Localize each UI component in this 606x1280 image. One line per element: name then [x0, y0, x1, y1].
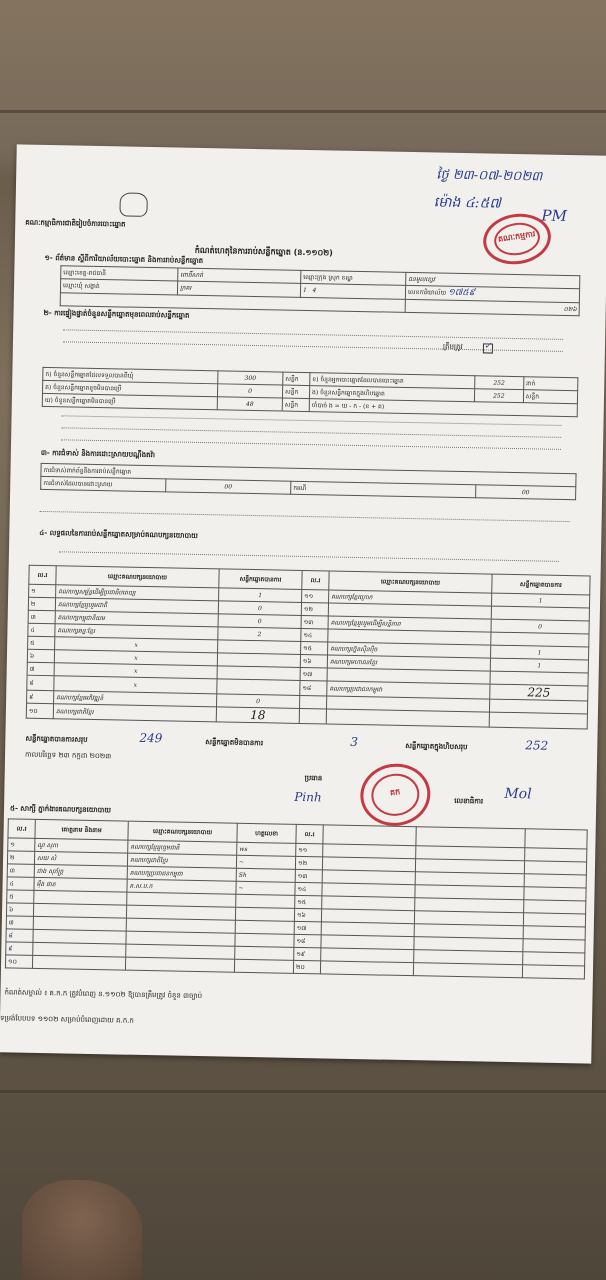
- table-row-no: ១៤: [301, 628, 328, 642]
- vote-count: 225: [490, 684, 588, 701]
- vote-count: [217, 679, 300, 696]
- emblem-logo: [119, 192, 147, 217]
- official-stamp-middle: គក: [357, 760, 434, 830]
- witness-party: គណបក្សជាតិខ្មែរ: [127, 853, 236, 868]
- row-a-label: ក) ចំនួនសន្លឹកឆ្នោតដែលទទួលបានពីឃុំ: [43, 367, 218, 383]
- party-name: គណបក្សខ្មែរអភិវឌ្ឍន៍: [54, 691, 217, 707]
- table-row-no: ១៥: [301, 641, 328, 655]
- col-party-left: ឈ្មោះគណបក្សនយោបាយ: [56, 566, 219, 588]
- party-name: គណបក្សមហាជនខ្មែរ: [327, 655, 490, 671]
- section3-title: ៣- ការជំទាស់ និងការដោះស្រាយបណ្ដឹងតវ៉ា: [40, 448, 156, 460]
- row-d-value: 48: [217, 397, 282, 411]
- col-party: ឈ្មោះគណបក្សនយោបាយ: [128, 821, 237, 842]
- table-row-no: ១៣: [301, 615, 328, 629]
- party-name: គណបក្សជាតិខ្មែរ: [53, 704, 216, 722]
- total-box-label: សន្លឹកឆ្នោតក្នុងហិបសរុប: [405, 741, 468, 752]
- table-row-no: ១១: [302, 589, 329, 603]
- party-name: គណបក្សខ្មែររួបរួមជាតិ: [55, 598, 218, 614]
- vote-count: 2: [218, 627, 301, 642]
- secretary-label: លេខាធិការ: [454, 796, 484, 806]
- party-name: គណបក្សហ្វ៊ុនស៊ិនប៉ិច: [328, 642, 491, 658]
- table-row-no: ២: [28, 597, 55, 611]
- objections-unresolved: 00: [476, 485, 576, 500]
- party-name: x: [54, 650, 217, 666]
- table-row-no: ១: [29, 584, 56, 598]
- chair-label: ប្រធាន: [304, 774, 323, 783]
- objection-row1-label: ការជំទាស់ពាក់ព័ន្ធនឹងការរាប់សន្លឹកឆ្នោត: [41, 463, 576, 486]
- table-row-no: ១៨: [300, 680, 327, 696]
- table-row-no: ៦: [27, 649, 54, 663]
- col-no: ល.រ: [8, 819, 35, 839]
- commune-label: ឈ្មោះឃុំ សង្កាត់: [60, 279, 177, 295]
- section5-title: ៥- សាក្សី ភ្នាក់ងារគណបក្សនយោបាយ: [9, 804, 112, 815]
- table-row-no: ៥: [28, 636, 55, 650]
- row-d-unit: សន្លឹក: [282, 398, 309, 412]
- official-stamp-top: គណៈកម្មការ: [480, 209, 555, 269]
- party-name: គណបក្សសម្ព័ន្ធដើម្បីប្រជាធិបតេយ្យ: [56, 585, 219, 601]
- table-row-no: ១: [8, 838, 35, 852]
- row-e-value: 252: [474, 389, 523, 403]
- date-line: កាលបរិច្ឆេទ ២៣ កក្កដា ២០២៣: [24, 750, 112, 761]
- handwritten-date: ថ្ងៃ ២៣-០៧-២០២៣: [436, 167, 543, 185]
- witness-name: ជាង សុភ័ក្ត្រ: [34, 864, 127, 879]
- station-info-table: [60, 265, 581, 316]
- witness-name: សយ សំ: [34, 851, 127, 866]
- total-valid: 249: [139, 730, 163, 746]
- vote-count: 0: [217, 694, 300, 709]
- table-row-no: ៣: [28, 610, 55, 624]
- row-b-value: 252: [475, 376, 524, 390]
- handwritten-time-extra: PM: [541, 206, 568, 225]
- objection-row2-label: ការជំទាស់ដែលបានដោះស្រាយ: [41, 476, 166, 491]
- district-value: ក្រគរ: [177, 281, 300, 297]
- witness-party: គណបក្សប្រជាជនកម្ពុជា: [127, 866, 236, 881]
- total-valid-label: សន្លឹកឆ្នោតបានការសរុប: [25, 734, 88, 744]
- vote-count: 0: [218, 601, 301, 616]
- vote-count: 1: [490, 658, 588, 673]
- row-c-value: 0: [217, 384, 282, 398]
- formula: ចាំបាច់ ង = ឃ - ក - (ខ + គ): [309, 399, 577, 417]
- witness-sign: ws: [237, 842, 296, 856]
- commune-value: ធនមូលខ្សេវ: [406, 272, 580, 288]
- vote-count: 0: [218, 614, 301, 629]
- station-number: ១៧៥៩: [447, 287, 476, 299]
- row-e-unit: សន្លឹក: [523, 390, 578, 404]
- table-row-no: ១០: [26, 703, 53, 719]
- form-title: កំណត់ហេតុនៃការរាប់សន្លឹកឆ្នោត (ន.១១០២): [194, 245, 333, 258]
- note: កំណត់សម្គាល់ ៖ គ.ក.ក ត្រូវបំពេញ ន.១១០២ ឱ្យបានត្រឹមត្រូវ ចំនួន ៣ច្បាប់: [4, 988, 203, 1001]
- table-row-no: ៧: [27, 662, 54, 676]
- row-c-label: គ) ចំនួនសន្លឹកឆ្នោតខូចមិនបានប្រើ: [42, 380, 217, 396]
- party-name: គណបក្សឆន្ទៈខ្មែរ: [55, 624, 218, 640]
- ballot-check-table: [42, 367, 579, 417]
- plank-seam: [0, 110, 606, 113]
- ballot-count-form: [0, 144, 606, 1063]
- objections-resolved: 00: [166, 479, 291, 494]
- witness-table: ល.រ គោត្តនាម និងនាម ឈ្មោះគណបក្សនយោបាយ ហត្ថលេខា ល.រ ១ ណូ សុភា គណបក្សខ្មែររួបរួមជាតិ ws ១១ ២ សយ សំ គណបក្សជាតិខ្មែរ ~ ១២ ៣ ជាង សុភ័ក្ត្រ គណបក្សប្រជាជនកម្ពុជា Sh ១៣ ៤ ម៉ឹង ផាត គ.ស.ប.ក ~ ១៤ ៥ ១៥ ៦ ១៦ ៧ ១៧ ៨ ១៨ ៩ ១៩ ១០ ២០: [5, 818, 588, 979]
- row-b-label: ខ) ចំនួនអ្នកបោះឆ្នោតដែលបានបោះឆ្នោត: [310, 373, 475, 389]
- row-a-unit: សន្លឹក: [283, 372, 310, 386]
- col-votes-left: សន្លឹកឆ្នោតបានការ: [219, 569, 302, 590]
- vote-count: 0: [491, 619, 589, 634]
- secretary-signature: Mol: [504, 785, 532, 803]
- party-name: គណបក្សប្រជាជនកម្ពុជា: [327, 681, 490, 699]
- digit-4: 4: [312, 287, 317, 295]
- party-name: គណបក្សខ្មែរក្រោក: [329, 590, 492, 606]
- party-name: x: [54, 676, 217, 694]
- total-box: 252: [525, 738, 549, 753]
- witness-sign: Sh: [236, 868, 295, 882]
- section4-title: ៤- លទ្ធផលនៃការរាប់សន្លឹកឆ្នោតសម្រាប់គណបក្សនយោបាយ: [39, 528, 198, 540]
- ministry-name: គណៈកម្មាធិការជាតិរៀបចំការបោះឆ្នោត: [25, 218, 126, 229]
- handwritten-time: ម៉ោង ៤:៥៧: [433, 194, 502, 212]
- col-name: គោត្តនាម និងនាម: [35, 819, 128, 840]
- vote-count: 18: [216, 707, 299, 724]
- vote-count: 1: [491, 593, 589, 608]
- table-row-no: ៤: [7, 877, 34, 891]
- col-party-right: ឈ្មោះគណបក្សនយោបាយ: [329, 571, 492, 593]
- vote-count: 1: [219, 588, 302, 603]
- row-d-label: ឃ) ចំនួនសន្លឹកឆ្នោតមិនបានប្រើ: [42, 393, 217, 409]
- table-row-no: ២: [7, 851, 34, 865]
- plank-seam: [0, 1090, 606, 1093]
- col-signature: ហត្ថលេខា: [237, 823, 296, 843]
- table-row-no: ១៧: [300, 667, 327, 681]
- witness-name: ណូ សុភា: [35, 838, 128, 853]
- row-a-value: 300: [218, 371, 283, 385]
- province-label: ឈ្មោះខេត្ត-រាជធានី: [61, 266, 178, 281]
- total-invalid: 3: [350, 734, 359, 750]
- col-votes-right: សន្លឹកឆ្នោតបានការ: [492, 574, 590, 595]
- table-row-no: ៤: [28, 623, 55, 637]
- vote-count: 1: [490, 645, 588, 660]
- table-row-no: ១២: [301, 602, 328, 616]
- checkbox-label: ត្រឹមត្រូវ: [442, 342, 463, 351]
- col-no-right: ល.រ: [302, 570, 329, 590]
- objection-unit: ករណី: [291, 481, 476, 498]
- province-value: ពោធិ៍សាត់: [178, 268, 301, 283]
- row-e-label: ង) ចំនួនសន្លឹកឆ្នោតក្នុងហិបឆ្នោត: [309, 386, 474, 402]
- table-row-no: ៨: [27, 675, 54, 691]
- party-name: x: [54, 663, 217, 679]
- party-name: គណបក្សកម្ពុជានិយម: [55, 611, 218, 627]
- table-row-no: ៩: [27, 690, 54, 704]
- col-no-left: ល.រ: [29, 565, 56, 585]
- vote-results-table: [26, 565, 591, 730]
- chair-signature: Pinh: [294, 789, 322, 805]
- station-number-label: លេខការិយាល័យ: [407, 288, 447, 297]
- row-b-unit: នាក់: [523, 377, 578, 391]
- party-name: គណបក្សខ្មែររួបរួមដើម្បីសន្តិភាព: [328, 616, 491, 632]
- objection-table: [40, 463, 576, 500]
- digit-1: 1: [302, 286, 307, 294]
- party-name: x: [55, 637, 218, 653]
- table-row-no: ៣: [7, 864, 34, 878]
- row-c-unit: សន្លឹក: [282, 385, 309, 399]
- form-footer: ទម្រង់បែបបទ ១១០២ សម្រាប់បំពេញដោយ គ.ក.ក: [0, 1014, 134, 1025]
- office-code: ០២៦: [405, 299, 579, 315]
- witness-sign: ~: [236, 881, 295, 895]
- section2-title: ២- ការផ្ទៀងផ្ទាត់ចំនួនសន្លឹកឆ្នោតមុនពេលរាប់សន្លឹកឆ្នោត: [43, 308, 190, 320]
- table-row-no: ១៦: [300, 654, 327, 668]
- total-invalid-label: សន្លឹកឆ្នោតមិនបានការ: [205, 738, 264, 748]
- district-label: ឈ្មោះក្រុង ស្រុក ខណ្ឌ: [301, 270, 406, 285]
- witness-party: គណបក្សខ្មែររួបរួមជាតិ: [128, 840, 237, 855]
- witness-party: គ.ស.ប.ក: [127, 879, 236, 894]
- checkbox-correct[interactable]: ✓: [483, 343, 493, 353]
- foot-shadow: [22, 1180, 142, 1280]
- witness-name: ម៉ឹង ផាត: [34, 877, 127, 892]
- section1-title: ១- ព័ត៌មាន ស្ដីពីការិយាល័យបោះឆ្នោត និងការរាប់សន្លឹកឆ្នោត: [44, 253, 204, 265]
- witness-sign: ~: [236, 855, 295, 869]
